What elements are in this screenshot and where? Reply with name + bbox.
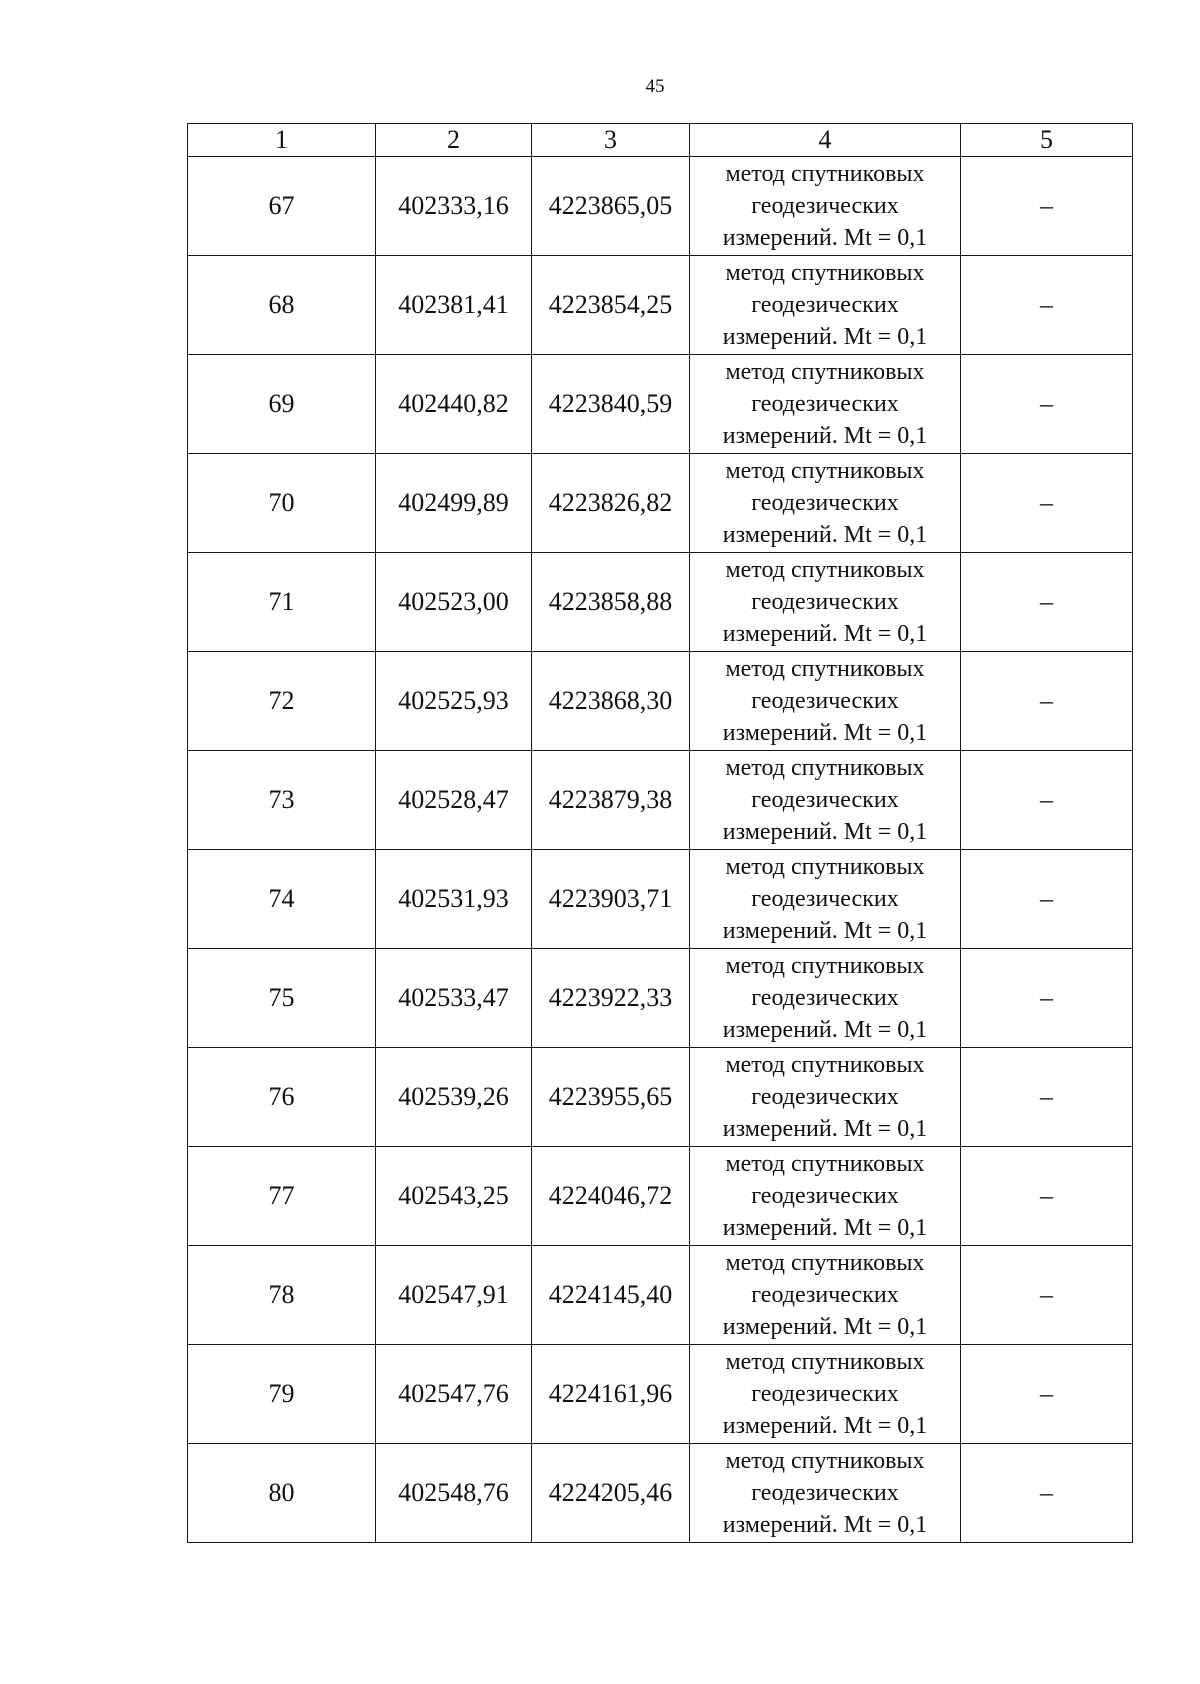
method-line: измерений. Mt = 0,1 (722, 1413, 928, 1439)
method-cell (690, 355, 961, 454)
note-cell: – (961, 850, 1133, 949)
note-cell: – (961, 157, 1133, 256)
method-line: геодезических (751, 1183, 899, 1209)
y-coordinate-cell: 4223865,05 (532, 157, 690, 256)
point-number-cell: 76 (188, 1048, 376, 1147)
x-coordinate-cell: 402525,93 (376, 652, 532, 751)
x-coordinate-cell: 402533,47 (376, 949, 532, 1048)
method-line: метод спутниковых (725, 557, 925, 583)
method-line: измерений. Mt = 0,1 (722, 1017, 928, 1043)
method-line: измерений. Mt = 0,1 (722, 225, 928, 251)
x-coordinate-cell: 402333,16 (376, 157, 532, 256)
note-cell: – (961, 949, 1133, 1048)
method-line: метод спутниковых (725, 1052, 925, 1078)
method-line: геодезических (751, 1282, 899, 1308)
point-number-cell: 70 (188, 454, 376, 553)
y-coordinate-cell: 4223922,33 (532, 949, 690, 1048)
x-coordinate-cell: 402440,82 (376, 355, 532, 454)
method-line: метод спутниковых (725, 1250, 925, 1276)
note-cell: – (961, 355, 1133, 454)
method-line: геодезических (751, 688, 899, 714)
header-col-4: 4 (690, 124, 961, 157)
method-cell (690, 1048, 961, 1147)
header-col-5: 5 (961, 124, 1133, 157)
method-line: метод спутниковых (725, 458, 925, 484)
x-coordinate-cell: 402531,93 (376, 850, 532, 949)
note-cell: – (961, 652, 1133, 751)
method-line: геодезических (751, 490, 899, 516)
y-coordinate-cell: 4223868,30 (532, 652, 690, 751)
point-number-cell: 71 (188, 553, 376, 652)
header-col-1: 1 (188, 124, 376, 157)
table-body (188, 157, 1133, 1543)
method-cell (690, 1345, 961, 1444)
method-line: измерений. Mt = 0,1 (722, 1215, 928, 1241)
note-cell: – (961, 1147, 1133, 1246)
y-coordinate-cell: 4223826,82 (532, 454, 690, 553)
x-coordinate-cell: 402523,00 (376, 553, 532, 652)
y-coordinate-cell: 4224145,40 (532, 1246, 690, 1345)
point-number-cell: 80 (188, 1444, 376, 1543)
method-line: измерений. Mt = 0,1 (722, 1314, 928, 1340)
method-line: метод спутниковых (725, 260, 925, 286)
point-number-cell: 67 (188, 157, 376, 256)
y-coordinate-cell: 4223955,65 (532, 1048, 690, 1147)
table-row (188, 157, 1133, 256)
method-line: измерений. Mt = 0,1 (722, 720, 928, 746)
y-coordinate-cell: 4223903,71 (532, 850, 690, 949)
point-number-cell: 73 (188, 751, 376, 850)
table-header (188, 124, 1133, 157)
method-line: метод спутниковых (725, 161, 925, 187)
table-row (188, 949, 1133, 1048)
y-coordinate-cell: 4223854,25 (532, 256, 690, 355)
y-coordinate-cell: 4224161,96 (532, 1345, 690, 1444)
coordinates-table (187, 123, 1133, 1543)
method-cell (690, 850, 961, 949)
method-cell (690, 652, 961, 751)
method-line: метод спутниковых (725, 1448, 925, 1474)
point-number-cell: 68 (188, 256, 376, 355)
x-coordinate-cell: 402499,89 (376, 454, 532, 553)
x-coordinate-cell: 402543,25 (376, 1147, 532, 1246)
method-line: геодезических (751, 1480, 899, 1506)
table-row (188, 553, 1133, 652)
table-row (188, 355, 1133, 454)
table-row (188, 751, 1133, 850)
method-line: измерений. Mt = 0,1 (722, 918, 928, 944)
method-cell (690, 751, 961, 850)
method-line: измерений. Mt = 0,1 (722, 621, 928, 647)
method-line: метод спутниковых (725, 1349, 925, 1375)
method-line: геодезических (751, 589, 899, 615)
method-cell (690, 157, 961, 256)
method-cell (690, 1147, 961, 1246)
method-cell (690, 1444, 961, 1543)
table-row (188, 454, 1133, 553)
header-col-3: 3 (532, 124, 690, 157)
method-line: геодезических (751, 193, 899, 219)
point-number-cell: 78 (188, 1246, 376, 1345)
point-number-cell: 75 (188, 949, 376, 1048)
method-line: измерений. Mt = 0,1 (722, 819, 928, 845)
y-coordinate-cell: 4224046,72 (532, 1147, 690, 1246)
table-row (188, 850, 1133, 949)
table-row (188, 1048, 1133, 1147)
method-line: измерений. Mt = 0,1 (722, 423, 928, 449)
y-coordinate-cell: 4223858,88 (532, 553, 690, 652)
x-coordinate-cell: 402547,91 (376, 1246, 532, 1345)
method-line: измерений. Mt = 0,1 (722, 522, 928, 548)
method-line: геодезических (751, 787, 899, 813)
method-line: метод спутниковых (725, 1151, 925, 1177)
method-line: метод спутниковых (725, 755, 925, 781)
note-cell: – (961, 1444, 1133, 1543)
method-line: метод спутниковых (725, 854, 925, 880)
point-number-cell: 72 (188, 652, 376, 751)
y-coordinate-cell: 4224205,46 (532, 1444, 690, 1543)
note-cell: – (961, 1048, 1133, 1147)
method-line: метод спутниковых (725, 953, 925, 979)
method-line: геодезических (751, 1381, 899, 1407)
method-line: геодезических (751, 391, 899, 417)
table-row (188, 1345, 1133, 1444)
note-cell: – (961, 553, 1133, 652)
page-number: 45 (645, 76, 665, 97)
table-row (188, 1147, 1133, 1246)
point-number-cell: 79 (188, 1345, 376, 1444)
note-cell: – (961, 1246, 1133, 1345)
point-number-cell: 77 (188, 1147, 376, 1246)
x-coordinate-cell: 402381,41 (376, 256, 532, 355)
table-row (188, 256, 1133, 355)
point-number-cell: 69 (188, 355, 376, 454)
note-cell: – (961, 751, 1133, 850)
method-cell (690, 553, 961, 652)
method-line: измерений. Mt = 0,1 (722, 1512, 928, 1538)
method-cell (690, 454, 961, 553)
table-row (188, 652, 1133, 751)
x-coordinate-cell: 402539,26 (376, 1048, 532, 1147)
table-row (188, 1246, 1133, 1345)
y-coordinate-cell: 4223840,59 (532, 355, 690, 454)
method-cell (690, 256, 961, 355)
x-coordinate-cell: 402547,76 (376, 1345, 532, 1444)
method-line: геодезических (751, 886, 899, 912)
method-cell (690, 1246, 961, 1345)
y-coordinate-cell: 4223879,38 (532, 751, 690, 850)
point-number-cell: 74 (188, 850, 376, 949)
header-row (188, 124, 1133, 157)
method-line: измерений. Mt = 0,1 (722, 324, 928, 350)
method-line: геодезических (751, 985, 899, 1011)
note-cell: – (961, 1345, 1133, 1444)
method-line: метод спутниковых (725, 359, 925, 385)
note-cell: – (961, 454, 1133, 553)
header-col-2: 2 (376, 124, 532, 157)
x-coordinate-cell: 402548,76 (376, 1444, 532, 1543)
method-line: метод спутниковых (725, 656, 925, 682)
method-line: геодезических (751, 1084, 899, 1110)
note-cell: – (961, 256, 1133, 355)
method-line: геодезических (751, 292, 899, 318)
x-coordinate-cell: 402528,47 (376, 751, 532, 850)
method-cell (690, 949, 961, 1048)
method-line: измерений. Mt = 0,1 (722, 1116, 928, 1142)
table-row (188, 1444, 1133, 1543)
